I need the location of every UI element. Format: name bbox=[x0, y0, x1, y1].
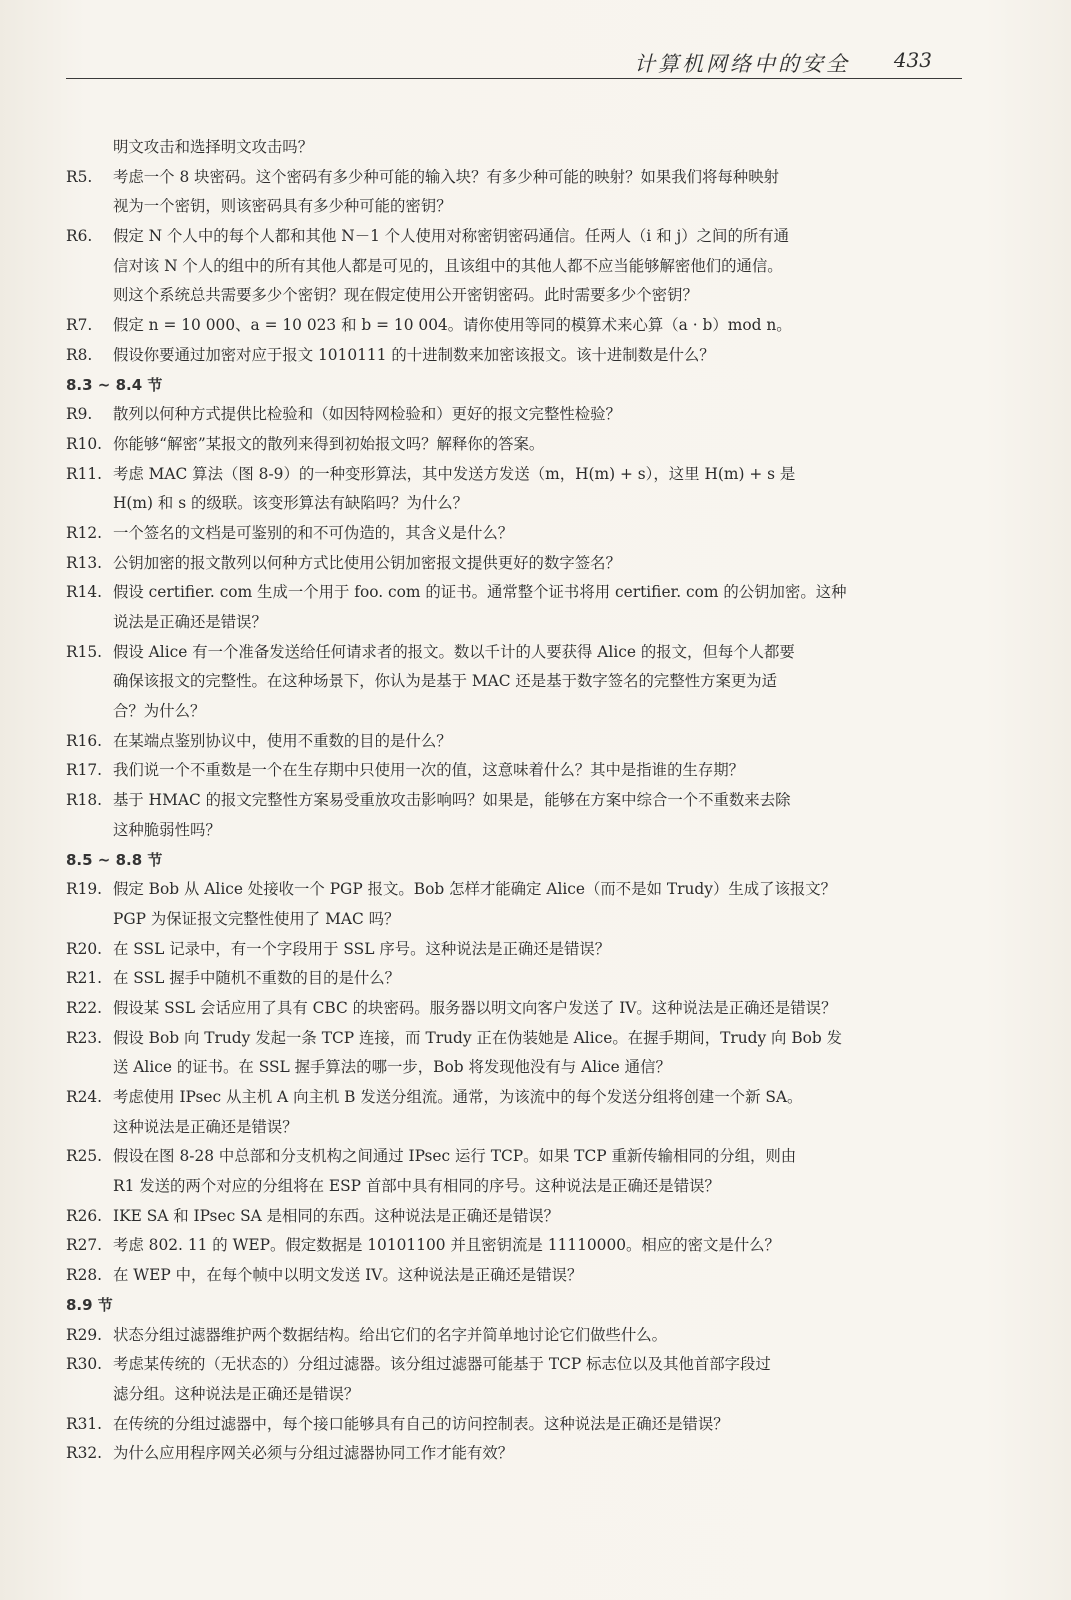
question-text: 假定 Bob 从 Alice 处接收一个 PGP 报文。Bob 怎样才能确定 Alice（而不是如 Trudy）生成了该报文？ bbox=[113, 880, 837, 899]
question-line bbox=[66, 756, 966, 786]
question-line bbox=[66, 578, 966, 608]
question-continuation: R1 发送的两个对应的分组将在 ESP 首部中具有相同的序号。这种说法是正确还是错误？ bbox=[113, 1177, 720, 1196]
question-number: R27. bbox=[66, 1236, 103, 1255]
question-number: R29. bbox=[66, 1325, 103, 1344]
question-line bbox=[66, 786, 966, 816]
question-number: R8. bbox=[66, 345, 93, 364]
question-text: 假定 n = 10 000、a = 10 023 和 b = 10 004。请你使用等同的模算术来心算（a · b）mod n。 bbox=[113, 316, 792, 335]
question-line bbox=[66, 1142, 966, 1172]
question-line bbox=[66, 311, 966, 341]
question-line bbox=[66, 638, 966, 668]
question-text: 基于 HMAC 的报文完整性方案易受重放攻击影响吗？如果是，能够在方案中综合一个不重数来去除 bbox=[113, 791, 791, 810]
question-text: 在 SSL 记录中，有一个字段用于 SSL 序号。这种说法是正确还是错误？ bbox=[113, 939, 611, 958]
question-number: R12. bbox=[66, 523, 103, 542]
question-number: R28. bbox=[66, 1266, 103, 1285]
question-line bbox=[66, 222, 966, 252]
question-number: R24. bbox=[66, 1088, 103, 1106]
question-number: R26. bbox=[66, 1206, 103, 1225]
question-line bbox=[66, 519, 966, 549]
question-line bbox=[66, 341, 966, 371]
section-heading: 8.5 ~ 8.8 节 bbox=[66, 850, 163, 869]
question-line bbox=[66, 549, 966, 579]
question-text: 我们说一个不重数是一个在生存期中只使用一次的值，这意味着什么？其中是指谁的生存期？ bbox=[113, 761, 745, 780]
question-text: 考虑 802. 11 的 WEP。假定数据是 10101100 并且密钥流是 11110000。相应的密文是什么？ bbox=[113, 1236, 780, 1255]
question-continuation: 视为一个密钥，则该密码具有多少种可能的密钥？ bbox=[113, 197, 452, 216]
question-text: 考虑使用 IPsec 从主机 A 向主机 B 发送分组流。通常，为该流中的每个发送分组将创建一个新 SA。 bbox=[113, 1088, 803, 1106]
question-number: R5. bbox=[66, 167, 93, 186]
question-text: 在某端点鉴别协议中，使用不重数的目的是什么？ bbox=[113, 731, 452, 750]
running-header bbox=[66, 44, 962, 79]
question-text: 假设 Bob 向 Trudy 发起一条 TCP 连接，而 Trudy 正在伪装她是 Alice。在握手期间，Trudy 向 Bob 发 bbox=[113, 1028, 843, 1047]
question-number: R13. bbox=[66, 553, 103, 572]
section-heading: 8.3 ~ 8.4 节 bbox=[66, 375, 163, 394]
question-number: R16. bbox=[66, 731, 103, 750]
question-line bbox=[66, 1321, 966, 1351]
question-line bbox=[66, 1350, 966, 1380]
question-line bbox=[66, 430, 966, 460]
question-text: 假设 certifier. com 生成一个用于 foo. com 的证书。通常整个证书将用 certifier. com 的公钥加密。这种 bbox=[113, 583, 847, 602]
question-text: 你能够“解密”某报文的散列来得到初始报文吗？解释你的答案。 bbox=[113, 434, 545, 453]
question-continuation: 这种脆弱性吗？ bbox=[113, 820, 221, 839]
question-line bbox=[66, 1261, 966, 1291]
question-text: 散列以何种方式提供比检验和（如因特网检验和）更好的报文完整性检验？ bbox=[113, 405, 621, 424]
question-text: 假设 Alice 有一个准备发送给任何请求者的报文。数以千计的人要获得 Alice 的报文，但每个人都要 bbox=[113, 642, 795, 661]
question-continuation: 合？为什么？ bbox=[113, 702, 206, 721]
question-continuation: 滤分组。这种说法是正确还是错误？ bbox=[113, 1384, 360, 1403]
question-line bbox=[66, 460, 966, 490]
question-line bbox=[66, 1024, 966, 1054]
question-number: R21. bbox=[66, 969, 103, 988]
question-number: R22. bbox=[66, 998, 103, 1017]
question-text: 一个签名的文档是可鉴别的和不可伪造的，其含义是什么？ bbox=[113, 523, 514, 542]
question-number: R9. bbox=[66, 405, 93, 424]
question-continuation: 明文攻击和选择明文攻击吗？ bbox=[113, 138, 314, 156]
question-line bbox=[66, 1202, 966, 1232]
question-line bbox=[66, 1083, 966, 1113]
question-line bbox=[66, 994, 966, 1024]
question-text: 考虑 MAC 算法（图 8-9）的一种变形算法，其中发送方发送（m，H(m) + s），这里 H(m) + s 是 bbox=[113, 464, 796, 483]
question-text: 公钥加密的报文散列以何种方式比使用公钥加密报文提供更好的数字签名？ bbox=[113, 553, 621, 572]
question-continuation: H(m) 和 s 的级联。该变形算法有缺陷吗？为什么？ bbox=[113, 494, 469, 513]
question-number: R11. bbox=[66, 464, 103, 483]
question-continuation: 送 Alice 的证书。在 SSL 握手算法的哪一步，Bob 将发现他没有与 Alice 通信？ bbox=[113, 1058, 671, 1077]
question-number: R23. bbox=[66, 1028, 103, 1047]
question-line bbox=[66, 1231, 966, 1261]
question-continuation: 这种说法是正确还是错误？ bbox=[113, 1117, 298, 1136]
question-text: 在 SSL 握手中随机不重数的目的是什么？ bbox=[113, 969, 401, 988]
page-number: 433 bbox=[893, 48, 932, 72]
question-continuation: PGP 为保证报文完整性使用了 MAC 吗？ bbox=[113, 909, 400, 928]
question-line bbox=[66, 935, 966, 965]
question-continuation: 说法是正确还是错误？ bbox=[113, 613, 267, 631]
question-number: R10. bbox=[66, 434, 103, 453]
question-line bbox=[66, 400, 966, 430]
question-text: IKE SA 和 IPsec SA 是相同的东西。这种说法是正确还是错误？ bbox=[113, 1206, 560, 1225]
question-text: 假设你要通过加密对应于报文 1010111 的十进制数来加密该报文。该十进制数是什么？ bbox=[113, 345, 715, 364]
question-number: R6. bbox=[66, 227, 93, 246]
chapter-title: 计算机网络中的安全 bbox=[634, 52, 850, 76]
question-number: R14. bbox=[66, 583, 103, 602]
review-questions bbox=[66, 133, 966, 1469]
question-text: 假设在图 8-28 中总部和分支机构之间通过 IPsec 运行 TCP。如果 TCP 重新传输相同的分组，则由 bbox=[113, 1147, 797, 1166]
question-line bbox=[66, 727, 966, 757]
question-line bbox=[66, 964, 966, 994]
question-number: R25. bbox=[66, 1147, 103, 1166]
question-number: R19. bbox=[66, 880, 103, 899]
question-line bbox=[66, 163, 966, 193]
question-text: 在 WEP 中，在每个帧中以明文发送 IV。这种说法是正确还是错误？ bbox=[113, 1266, 583, 1285]
question-number: R18. bbox=[66, 791, 103, 810]
question-number: R7. bbox=[66, 316, 93, 335]
question-number: R30. bbox=[66, 1355, 103, 1374]
question-text: 状态分组过滤器维护两个数据结构。给出它们的名字并简单地讨论它们做些什么。 bbox=[113, 1325, 668, 1344]
question-number: R31. bbox=[66, 1414, 103, 1433]
question-continuation: 信对该 N 个人的组中的所有其他人都是可见的，且该组中的其他人都不应当能够解密他们的通信。 bbox=[113, 256, 783, 275]
question-line bbox=[66, 1439, 966, 1469]
question-continuation: 则这个系统总共需要多少个密钥？现在假定使用公开密钥密码。此时需要多少个密钥？ bbox=[113, 286, 698, 305]
question-number: R20. bbox=[66, 939, 103, 958]
question-text: 考虑某传统的（无状态的）分组过滤器。该分组过滤器可能基于 TCP 标志位以及其他首部字段过 bbox=[113, 1355, 771, 1374]
question-number: R17. bbox=[66, 761, 103, 780]
question-text: 假设某 SSL 会话应用了具有 CBC 的块密码。服务器以明文向客户发送了 IV。这种说法是正确还是错误？ bbox=[113, 998, 837, 1017]
section-heading: 8.9 节 bbox=[66, 1295, 113, 1314]
question-continuation: 确保该报文的完整性。在这种场景下，你认为是基于 MAC 还是基于数字签名的完整性方案更为适 bbox=[113, 672, 778, 691]
question-line bbox=[66, 875, 966, 905]
question-number: R32. bbox=[66, 1444, 103, 1463]
question-text: 在传统的分组过滤器中，每个接口能够具有自己的访问控制表。这种说法是正确还是错误？ bbox=[113, 1414, 729, 1433]
question-number: R15. bbox=[66, 642, 103, 661]
question-line bbox=[66, 1410, 966, 1440]
question-text: 为什么应用程序网关必须与分组过滤器协同工作才能有效？ bbox=[113, 1444, 514, 1463]
question-text: 考虑一个 8 块密码。这个密码有多少种可能的输入块？有多少种可能的映射？如果我们将每种映射 bbox=[113, 167, 779, 186]
question-text: 假定 N 个人中的每个人都和其他 N－1 个人使用对称密钥密码通信。任两人（i 和 j）之间的所有通 bbox=[113, 227, 790, 246]
